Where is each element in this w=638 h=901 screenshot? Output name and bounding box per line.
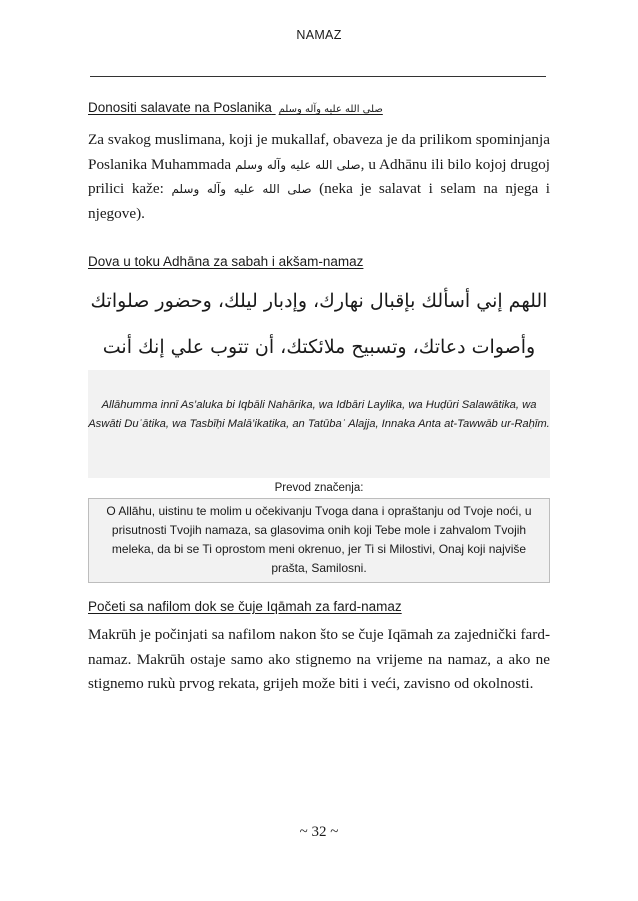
salavat-text-3: (neka je salavat i selam na njega i njegove).: [88, 180, 550, 222]
salavat-text-1: Za svakog muslimana, koji je mukallaf, obaveza je da prilikom spominjanja Poslanika Muhammada: [88, 131, 550, 173]
arabic-dua: اللهم إني أسألك بإقبال نهارك، وإدبار ليلك، وحضور صلواتك وأصوات دعاتك، وتسبيح ملائكتك، أن تتوب علي إنك أنت: [90, 290, 548, 358]
dua-transliteration: Allāhumma innī As’aluka bi Iqbāli Nahārika, wa Idbāri Laylika, wa Huḍūri Salawātika, wa Aswāti Duʿātika, wa Tasbīḥi Malā’ikatika, an Tatūbaʿ Alajja, Innaka Anta at-Tawwāb ur-Raḥīm.: [88, 399, 550, 430]
page-number: ~ 32 ~: [299, 824, 339, 840]
section-heading-dova: Dova u toku Adhāna za sabah i akšam-namaz: [88, 254, 364, 269]
salavat-arabic-1: صلى الله عليه وآله وسلم: [235, 157, 361, 172]
translation-label: Prevod značenja:: [274, 482, 364, 494]
header-rule: [90, 76, 546, 77]
salavat-text-2: , u Adhānu ili bilo kojoj drugoj prilici kaže:: [88, 155, 550, 197]
section-heading-nafila: Početi sa nafilom dok se čuje Iqāmah za fard-namaz: [88, 599, 402, 614]
nafila-paragraph: Makrūh je počinjati sa nafilom nakon što se čuje Iqāmah za zajednički fard-namaz. Makrūh ostaje samo ako stignemo na vrijeme na namaz, a ako ne stignemo rukù prvog rekata, grijeh može biti i veći, zavisno od okolnosti.: [88, 626, 550, 692]
salavat-paragraph: [88, 128, 550, 226]
section-heading-salavat: [88, 100, 383, 115]
dua-translation: O Allāhu, uistinu te molim u očekivanju Tvoga dana i opraštanju od Tvoje noći, u prisutnosti Tvojih namaza, sa glasovima onih koji Tebe mole i zahvalom Tvojih meleka, da bi se Ti oprostom meni okrenuo, jer Ti si Milostivi, Onaj koji najviše prašta, Samilosni.: [88, 498, 550, 583]
section-heading-salavat-arabic: صلى الله عليه وآله وسلم: [278, 104, 383, 115]
salavat-arabic-2: صلى الله عليه وآله وسلم: [171, 182, 312, 196]
running-header: NAMAZ: [296, 28, 342, 42]
section-heading-salavat-text: Donositi salavate na Poslanika: [88, 100, 272, 115]
